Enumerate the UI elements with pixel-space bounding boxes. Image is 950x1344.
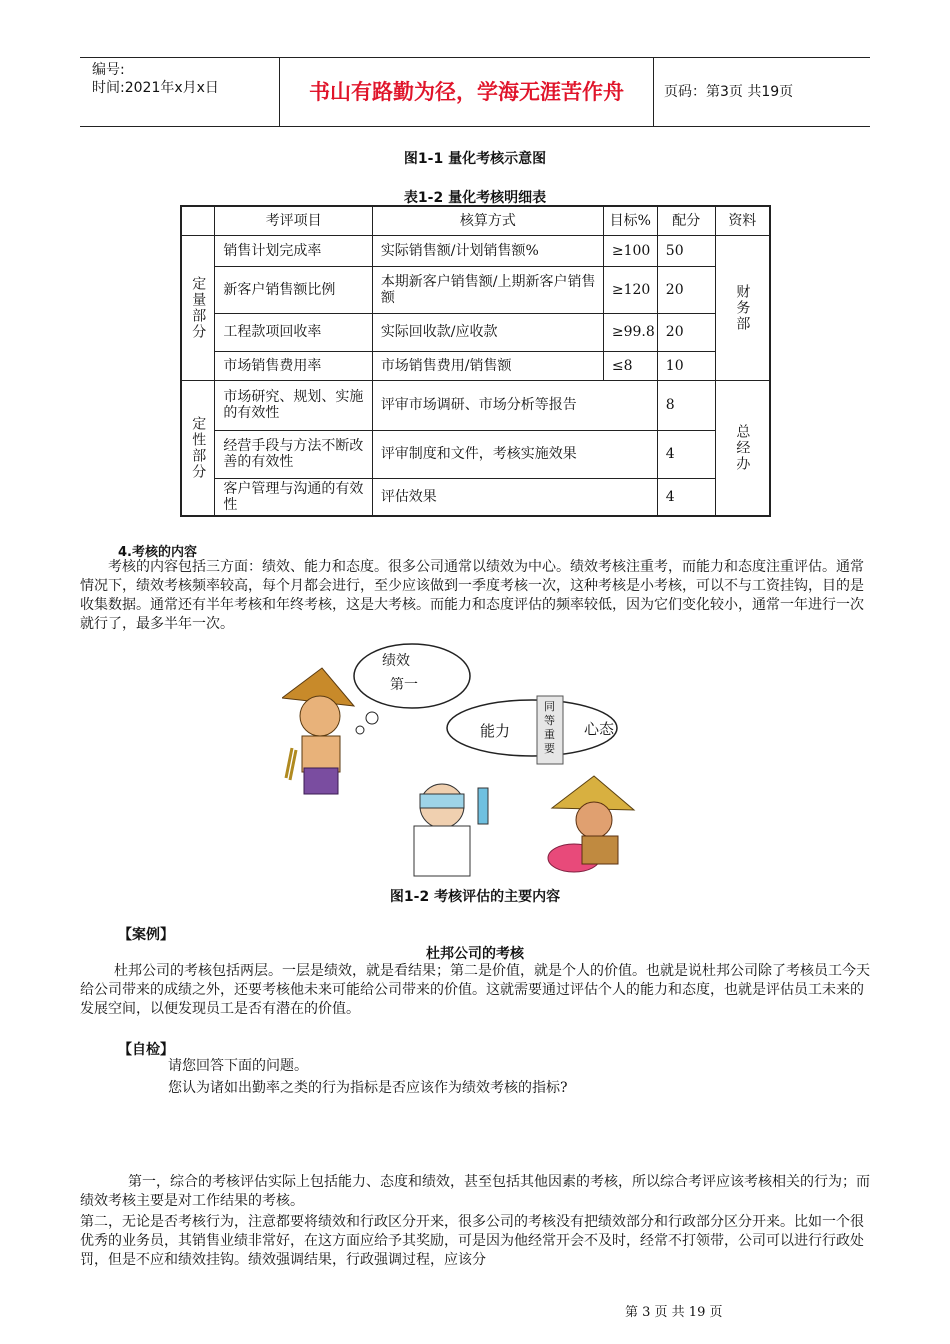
header-meta <box>80 58 280 126</box>
section4-title: 4.考核的内容 <box>118 545 197 560</box>
figure1-caption: 图1-1 量化考核示意图 <box>403 151 547 167</box>
table-row <box>181 380 770 430</box>
table-row <box>181 478 770 516</box>
method-cell: 评审市场调研、市场分析等报告 <box>372 380 657 430</box>
item-cell: 市场研究、规划、实施的有效性 <box>215 380 372 430</box>
method-cell: 本期新客户销售额/上期新客户销售额 <box>372 266 603 313</box>
score-cell: 4 <box>657 478 715 516</box>
selfcheck-line2: 您认为诸如出勤率之类的行为指标是否应该作为绩效考核的指标? <box>168 1080 568 1096</box>
group-label: 定量部分 <box>190 275 207 340</box>
score-cell: 8 <box>657 380 715 430</box>
score-cell: 20 <box>657 313 715 351</box>
item-cell: 新客户销售额比例 <box>215 266 372 313</box>
answer-paragraph-1: 第一，综合的考核评估实际上包括能力、态度和绩效，甚至包括其他因素的考核，所以综合考评应该考核相关的行为；而绩效考核主要是对工作结果的考核。 <box>80 1174 870 1209</box>
target-cell: ≥99.8 <box>603 313 657 351</box>
item-cell: 市场销售费用率 <box>215 351 372 380</box>
method-cell: 评估效果 <box>372 478 657 516</box>
table-row <box>181 351 770 380</box>
item-cell: 经营手段与方法不断改善的有效性 <box>215 430 372 478</box>
col-header: 考评项目 <box>215 206 372 235</box>
cloud2-right: 心态 <box>584 720 615 738</box>
source-label: 总经办 <box>734 423 751 472</box>
table-row <box>181 313 770 351</box>
assessment-illustration <box>282 638 662 878</box>
selfcheck-line1: 请您回答下面的问题。 <box>168 1058 308 1074</box>
figure2-caption: 图1-2 考核评估的主要内容 <box>389 889 561 905</box>
source-label: 财务部 <box>734 283 751 332</box>
table-caption: 表1-2 量化考核明细表 <box>403 190 547 206</box>
table-row <box>181 430 770 478</box>
item-cell: 工程款项回收率 <box>215 313 372 351</box>
table-row <box>181 235 770 266</box>
method-cell: 市场销售费用/销售额 <box>372 351 603 380</box>
method-cell: 评审制度和文件，考核实施效果 <box>372 430 657 478</box>
header-page-info: 页码：第3页 共19页 <box>664 84 794 100</box>
col-header: 目标% <box>603 206 657 235</box>
table-row <box>181 266 770 313</box>
score-cell: 20 <box>657 266 715 313</box>
section4-paragraph: 考核的内容包括三方面：绩效、能力和态度。很多公司通常以绩效为中心。绩效考核注重考，而能力和态度注重评估。通常情况下，绩效考核频率较高，每个月都会进行，至少应该做到一季度考核一次，这种考核是小考核，可以不与工资挂钩，目的是收集数据。通常还有半年考核和年终考核，这是大考核。而能力和态度评估的频率较低，因为它们变化较小，通常一年进行一次就行了，最多半年一次。 <box>80 559 864 632</box>
group-cell <box>181 380 215 516</box>
col-header: 配分 <box>657 206 715 235</box>
score-cell: 4 <box>657 430 715 478</box>
group-label: 定性部分 <box>190 415 207 480</box>
target-cell: ≥120 <box>603 266 657 313</box>
target-cell: ≥100 <box>603 235 657 266</box>
group-cell <box>181 235 215 380</box>
equal-importance-tag: 同等重要 <box>544 700 555 755</box>
old-man-figure <box>548 776 634 872</box>
item-cell: 客户管理与沟通的有效性 <box>215 478 372 516</box>
col-header: 核算方式 <box>372 206 603 235</box>
cloud1-line1: 绩效 <box>382 653 410 669</box>
score-cell: 50 <box>657 235 715 266</box>
farmer-figure <box>282 668 354 794</box>
page-footer: 第 3 页 共 19 页 <box>625 1305 723 1320</box>
case-title: 杜邦公司的考核 <box>426 946 524 962</box>
doctor-figure <box>414 784 488 876</box>
cloud2-left: 能力 <box>480 722 511 740</box>
method-cell: 实际销售额/计划销售额% <box>372 235 603 266</box>
case-paragraph: 杜邦公司的考核包括两层。一层是绩效，就是看结果；第二是价值，就是个人的价值。也就是说杜邦公司除了考核员工今天给公司带来的成绩之外，还要考核他未来可能给公司带来的价值。这就需要通过评估个人的能力和态度，也就是评估员工未来的发展空间，以便发现员工是否有潜在的价值。 <box>80 963 870 1017</box>
header-motto: 书山有路勤为径，学海无涯苦作舟 <box>280 58 654 126</box>
corner-cell <box>181 206 215 235</box>
table-header-row <box>181 206 770 235</box>
time-label: 时间:2021年x月x日 <box>92 80 219 96</box>
source-cell <box>715 380 770 516</box>
detail-table <box>180 205 771 517</box>
source-cell <box>715 235 770 380</box>
cloud1-line2: 第一 <box>390 677 418 693</box>
target-cell: ≤8 <box>603 351 657 380</box>
selfcheck-label: 【自检】 <box>118 1042 174 1058</box>
item-cell: 销售计划完成率 <box>215 235 372 266</box>
page-header <box>80 57 870 127</box>
score-cell: 10 <box>657 351 715 380</box>
method-cell: 实际回收款/应收款 <box>372 313 603 351</box>
col-header: 资料 <box>715 206 770 235</box>
answer-paragraph-2: 第二，无论是否考核行为，注意都要将绩效和行政区分开来，很多公司的考核没有把绩效部分和行政部分区分开来。比如一个很优秀的业务员，其销售业绩非常好，在这方面应给予其奖励，可是因为他经常开会不及时，经常不打领带，公司可以进行行政处罚，但是不应和绩效挂钩。绩效强调结果，行政强调过程，应该分 <box>80 1214 864 1268</box>
illustration-art <box>282 638 662 878</box>
case-label: 【案例】 <box>118 927 174 943</box>
number-label: 编号: <box>92 62 125 78</box>
